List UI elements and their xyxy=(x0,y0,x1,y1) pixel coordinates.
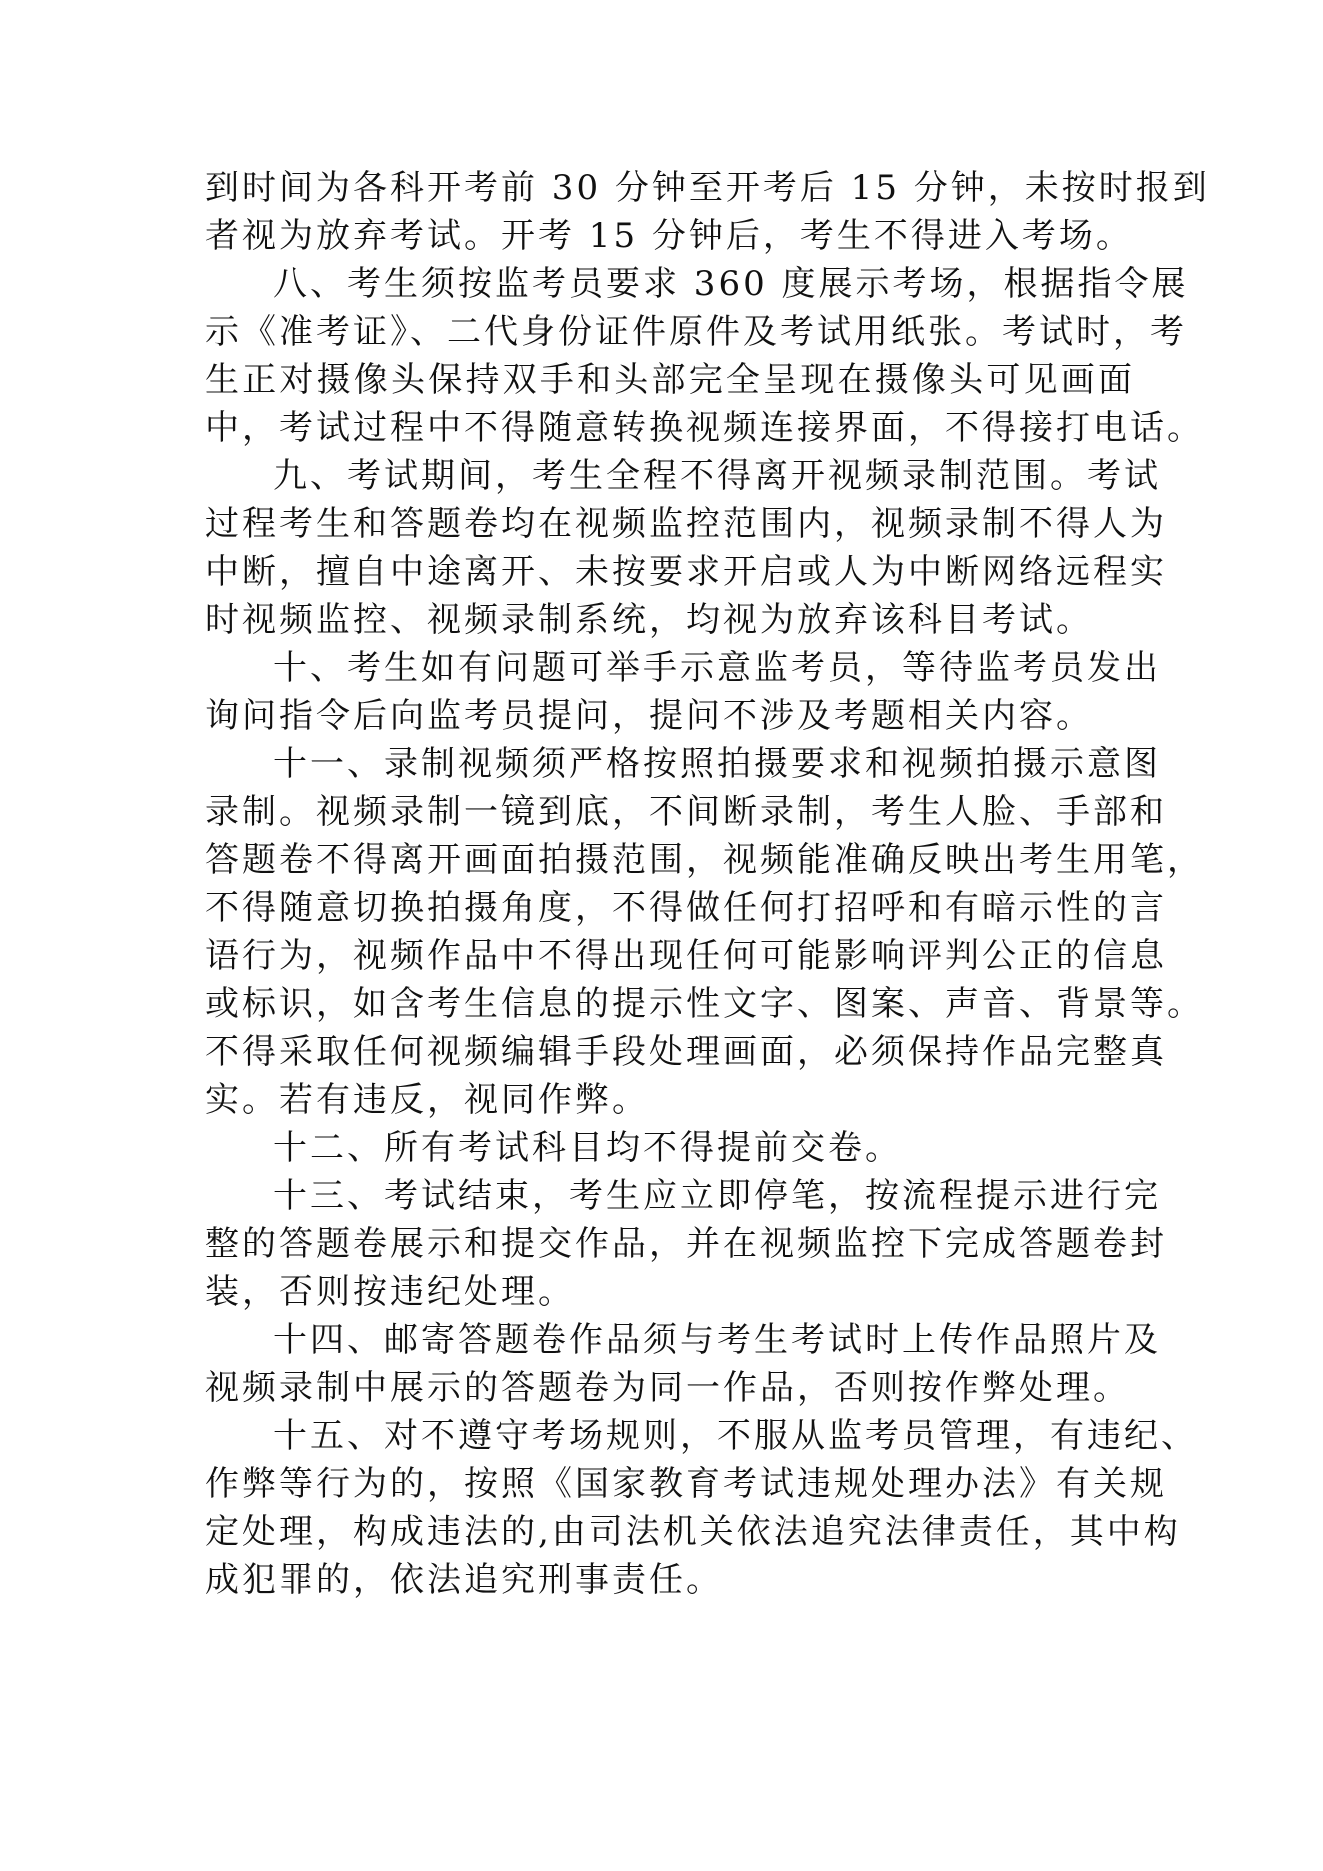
text-line: 中断，擅自中途离开、未按要求开启或人为中断网络远程实 xyxy=(205,552,1167,592)
text-line: 九、考试期间，考生全程不得离开视频录制范围。考试 xyxy=(273,456,1161,496)
text-line: 询问指令后向监考员提问，提问不涉及考题相关内容。 xyxy=(205,696,1093,736)
paragraph-rule-15 xyxy=(205,1412,1198,1604)
paragraph-rule-10 xyxy=(205,644,1161,740)
paragraph-rule-8 xyxy=(205,260,1204,452)
text-line: 装，否则按违纪处理。 xyxy=(205,1272,575,1312)
text-line: 不得采取任何视频编辑手段处理画面，必须保持作品完整真 xyxy=(205,1032,1167,1072)
paragraph-continuation xyxy=(205,164,1210,260)
text-line: 十二、所有考试科目均不得提前交卷。 xyxy=(273,1128,902,1168)
paragraph-rule-12 xyxy=(205,1124,1135,1172)
paragraph-rule-9 xyxy=(205,452,1167,644)
text-line: 录制。视频录制一镜到底，不间断录制，考生人脸、手部和 xyxy=(205,792,1167,832)
document-page xyxy=(205,164,1210,1604)
text-line: 到时间为各科开考前 30 分钟至开考后 15 分钟，未按时报到 xyxy=(205,168,1210,208)
text-line: 示《准考证》、二代身份证件原件及考试用纸张。考试时，考 xyxy=(205,312,1187,352)
text-line: 十三、考试结束，考生应立即停笔，按流程提示进行完 xyxy=(273,1176,1161,1216)
text-line: 实。若有违反，视同作弊。 xyxy=(205,1080,649,1120)
text-line: 时视频监控、视频录制系统，均视为放弃该科目考试。 xyxy=(205,600,1093,640)
text-line: 十五、对不遵守考场规则，不服从监考员管理，有违纪、 xyxy=(273,1416,1198,1456)
text-line: 不得随意切换拍摄角度，不得做任何打招呼和有暗示性的言 xyxy=(205,888,1167,928)
text-line: 语行为，视频作品中不得出现任何可能影响评判公正的信息 xyxy=(205,936,1167,976)
paragraph-rule-11 xyxy=(205,740,1204,1124)
text-line: 十一、录制视频须严格按照拍摄要求和视频拍摄示意图 xyxy=(273,744,1161,784)
paragraph-rule-13 xyxy=(205,1172,1167,1316)
text-line: 定处理，构成违法的,由司法机关依法追究法律责任，其中构 xyxy=(205,1512,1181,1552)
text-line: 十四、邮寄答题卷作品须与考生考试时上传作品照片及 xyxy=(273,1320,1161,1360)
text-line: 答题卷不得离开画面拍摄范围，视频能准确反映出考生用笔， xyxy=(205,840,1204,880)
text-line: 中，考试过程中不得随意转换视频连接界面，不得接打电话。 xyxy=(205,408,1204,448)
text-line: 或标识，如含考生信息的提示性文字、图案、声音、背景等。 xyxy=(205,984,1204,1024)
text-line: 八、考生须按监考员要求 360 度展示考场，根据指令展 xyxy=(273,264,1189,304)
text-line: 视频录制中展示的答题卷为同一作品，否则按作弊处理。 xyxy=(205,1368,1130,1408)
text-line: 作弊等行为的，按照《国家教育考试违规处理办法》有关规 xyxy=(205,1464,1167,1504)
text-line: 者视为放弃考试。开考 15 分钟后，考生不得进入考场。 xyxy=(205,216,1133,256)
text-line: 成犯罪的，依法追究刑事责任。 xyxy=(205,1560,723,1600)
text-line: 十、考生如有问题可举手示意监考员，等待监考员发出 xyxy=(273,648,1161,688)
paragraph-rule-14 xyxy=(205,1316,1161,1412)
text-line: 过程考生和答题卷均在视频监控范围内，视频录制不得人为 xyxy=(205,504,1167,544)
text-line: 生正对摄像头保持双手和头部完全呈现在摄像头可见画面 xyxy=(205,360,1135,400)
text-line: 整的答题卷展示和提交作品，并在视频监控下完成答题卷封 xyxy=(205,1224,1167,1264)
